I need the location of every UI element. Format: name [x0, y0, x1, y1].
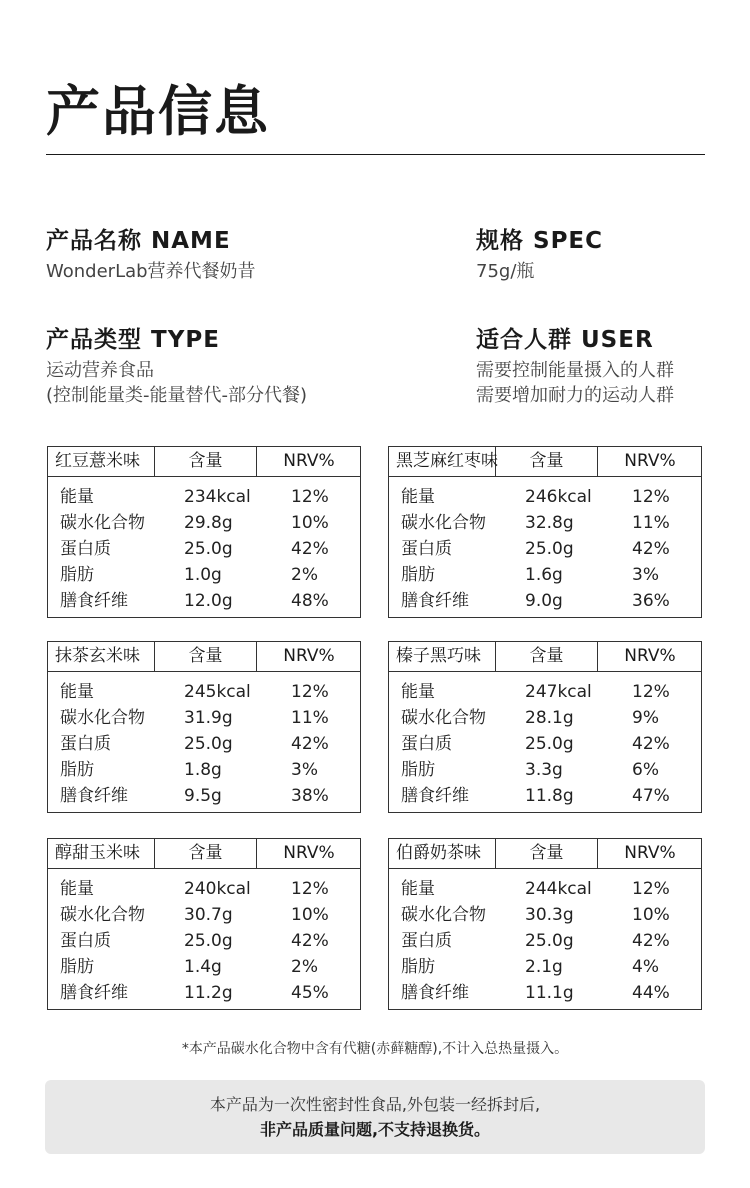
amount-header: 含量 — [496, 839, 598, 868]
nutrient-row — [389, 980, 701, 1006]
nutrient-name: 能量 — [401, 879, 435, 899]
nutrient-row — [48, 588, 360, 614]
nutrient-row — [389, 876, 701, 902]
nutrient-rows — [389, 679, 701, 809]
nutrient-amount: 246kcal — [525, 487, 592, 507]
nutrient-row — [48, 980, 360, 1006]
amount-header: 含量 — [155, 839, 257, 868]
panel-header — [48, 447, 360, 477]
nutrient-name: 脂肪 — [60, 565, 94, 585]
panel-header — [389, 642, 701, 672]
nutrient-amount: 9.5g — [184, 786, 222, 806]
nrv-header: NRV% — [283, 843, 335, 863]
nutrient-nrv: 42% — [632, 931, 670, 951]
page-title: 产品信息 — [46, 80, 270, 143]
flavor-name: 榛子黑巧味 — [389, 642, 496, 671]
nutrient-name: 碳水化合物 — [60, 513, 145, 533]
nutrient-nrv: 10% — [632, 905, 670, 925]
info-name — [46, 226, 256, 284]
nutrient-amount: 11.1g — [525, 983, 574, 1003]
nutrient-row — [48, 679, 360, 705]
nutrient-name: 膳食纤维 — [401, 591, 469, 611]
nutrient-name: 脂肪 — [60, 760, 94, 780]
nutrient-amount: 244kcal — [525, 879, 592, 899]
nutrition-panel — [47, 838, 361, 1010]
nutrient-name: 蛋白质 — [60, 734, 111, 754]
spec-value: 75g/瓶 — [476, 261, 535, 282]
nutrient-row — [389, 902, 701, 928]
nutrient-row — [389, 562, 701, 588]
nutrient-row — [48, 705, 360, 731]
nutrient-amount: 234kcal — [184, 487, 251, 507]
nutrient-amount: 28.1g — [525, 708, 574, 728]
nutrient-name: 脂肪 — [401, 565, 435, 585]
nutrient-nrv: 42% — [291, 539, 329, 559]
nutrient-nrv: 3% — [632, 565, 659, 585]
nutrient-nrv: 42% — [632, 734, 670, 754]
nutrient-name: 能量 — [60, 487, 94, 507]
nutrient-row — [48, 757, 360, 783]
flavor-name: 抹茶玄米味 — [48, 642, 155, 671]
nutrient-name: 碳水化合物 — [60, 905, 145, 925]
nutrient-name: 碳水化合物 — [401, 708, 486, 728]
nutrient-rows — [48, 679, 360, 809]
info-user — [476, 325, 674, 408]
nutrient-row — [389, 510, 701, 536]
footnote: *本产品碳水化合物中含有代糖(赤藓糖醇),不计入总热量摄入。 — [181, 1041, 569, 1057]
nutrient-amount: 25.0g — [184, 539, 233, 559]
nutrient-nrv: 42% — [632, 539, 670, 559]
nutrient-nrv: 11% — [632, 513, 670, 533]
nutrient-nrv: 36% — [632, 591, 670, 611]
nutrient-nrv: 11% — [291, 708, 329, 728]
nutrient-nrv: 12% — [291, 879, 329, 899]
nutrient-name: 膳食纤维 — [60, 786, 128, 806]
nutrient-name: 脂肪 — [401, 957, 435, 977]
nutrient-amount: 25.0g — [525, 734, 574, 754]
info-type — [46, 325, 307, 408]
nutrient-nrv: 9% — [632, 708, 659, 728]
panel-header — [48, 642, 360, 672]
nutrient-nrv: 3% — [291, 760, 318, 780]
flavor-name: 醇甜玉米味 — [48, 839, 155, 868]
panel-header — [48, 839, 360, 869]
nutrient-row — [48, 902, 360, 928]
nutrient-amount: 32.8g — [525, 513, 574, 533]
notice-line2: 非产品质量问题,不支持退换货。 — [259, 1120, 491, 1139]
nutrient-row — [48, 928, 360, 954]
nutrient-name: 脂肪 — [401, 760, 435, 780]
nutrient-nrv: 4% — [632, 957, 659, 977]
nutrient-nrv: 45% — [291, 983, 329, 1003]
nutrient-name: 蛋白质 — [60, 539, 111, 559]
nutrient-row — [389, 484, 701, 510]
nutrient-rows — [389, 876, 701, 1006]
nutrient-name: 碳水化合物 — [60, 708, 145, 728]
amount-header: 含量 — [155, 447, 257, 476]
nutrient-nrv: 48% — [291, 591, 329, 611]
nrv-header: NRV% — [624, 451, 676, 471]
nutrient-nrv: 10% — [291, 905, 329, 925]
nutrient-row — [48, 783, 360, 809]
nutrient-amount: 11.8g — [525, 786, 574, 806]
nutrient-name: 蛋白质 — [401, 931, 452, 951]
info-spec — [476, 226, 603, 284]
flavor-name: 伯爵奶茶味 — [389, 839, 496, 868]
nutrient-row — [48, 562, 360, 588]
nutrient-rows — [48, 876, 360, 1006]
nutrient-amount: 247kcal — [525, 682, 592, 702]
nutrient-amount: 29.8g — [184, 513, 233, 533]
nutrient-row — [48, 484, 360, 510]
nutrient-amount: 11.2g — [184, 983, 233, 1003]
nutrient-nrv: 47% — [632, 786, 670, 806]
nutrient-name: 碳水化合物 — [401, 513, 486, 533]
nutrition-panel — [388, 838, 702, 1010]
nutrient-amount: 12.0g — [184, 591, 233, 611]
nutrition-panel — [47, 446, 361, 618]
nutrient-rows — [48, 484, 360, 614]
nutrient-name: 蛋白质 — [401, 539, 452, 559]
nutrient-name: 膳食纤维 — [401, 983, 469, 1003]
nutrition-panel — [388, 641, 702, 813]
nutrient-nrv: 12% — [632, 487, 670, 507]
nutrient-row — [389, 731, 701, 757]
nutrient-row — [48, 510, 360, 536]
nutrient-nrv: 12% — [632, 879, 670, 899]
nutrient-row — [389, 757, 701, 783]
nutrient-row — [48, 954, 360, 980]
nutrient-row — [389, 536, 701, 562]
nutrient-row — [389, 954, 701, 980]
nutrient-amount: 9.0g — [525, 591, 563, 611]
amount-header: 含量 — [496, 642, 598, 671]
nutrient-amount: 1.4g — [184, 957, 222, 977]
nrv-header: NRV% — [283, 451, 335, 471]
nutrient-rows — [389, 484, 701, 614]
nutrient-row — [389, 679, 701, 705]
nrv-header: NRV% — [283, 646, 335, 666]
nutrient-nrv: 44% — [632, 983, 670, 1003]
nutrient-nrv: 12% — [291, 487, 329, 507]
nutrient-row — [48, 876, 360, 902]
flavor-name: 黑芝麻红枣味 — [389, 447, 496, 476]
nutrient-name: 能量 — [60, 879, 94, 899]
nutrient-nrv: 6% — [632, 760, 659, 780]
nutrient-nrv: 12% — [291, 682, 329, 702]
nutrient-amount: 25.0g — [525, 931, 574, 951]
nutrient-nrv: 42% — [291, 931, 329, 951]
nutrient-amount: 1.8g — [184, 760, 222, 780]
user-line2: 需要增加耐力的运动人群 — [476, 385, 674, 406]
type-line1: 运动营养食品 — [46, 360, 154, 381]
nutrient-amount: 25.0g — [184, 931, 233, 951]
flavor-name: 红豆薏米味 — [48, 447, 155, 476]
nutrient-amount: 30.3g — [525, 905, 574, 925]
nutrient-name: 脂肪 — [60, 957, 94, 977]
nutrient-amount: 31.9g — [184, 708, 233, 728]
nutrient-nrv: 12% — [632, 682, 670, 702]
nutrient-nrv: 10% — [291, 513, 329, 533]
nutrient-amount: 1.6g — [525, 565, 563, 585]
user-heading: 适合人群 USER — [476, 327, 654, 353]
nutrient-name: 膳食纤维 — [60, 983, 128, 1003]
amount-header: 含量 — [155, 642, 257, 671]
nutrient-name: 蛋白质 — [401, 734, 452, 754]
nutrient-name: 蛋白质 — [60, 931, 111, 951]
nutrient-amount: 1.0g — [184, 565, 222, 585]
nutrient-row — [389, 928, 701, 954]
nutrient-row — [389, 588, 701, 614]
nrv-header: NRV% — [624, 843, 676, 863]
nutrient-row — [48, 731, 360, 757]
type-line2: (控制能量类-能量替代-部分代餐) — [46, 385, 308, 406]
amount-header: 含量 — [496, 447, 598, 476]
nutrient-row — [389, 783, 701, 809]
name-heading: 产品名称 NAME — [46, 228, 231, 254]
nutrient-row — [48, 536, 360, 562]
nutrient-name: 能量 — [401, 487, 435, 507]
nutrient-row — [389, 705, 701, 731]
nutrient-name: 膳食纤维 — [401, 786, 469, 806]
nutrient-amount: 245kcal — [184, 682, 251, 702]
nutrient-amount: 2.1g — [525, 957, 563, 977]
return-policy-notice — [45, 1080, 705, 1154]
nutrient-nrv: 2% — [291, 565, 318, 585]
name-value: WonderLab营养代餐奶昔 — [46, 261, 256, 282]
nutrient-amount: 30.7g — [184, 905, 233, 925]
nrv-header: NRV% — [624, 646, 676, 666]
nutrient-amount: 3.3g — [525, 760, 563, 780]
nutrient-name: 能量 — [401, 682, 435, 702]
nutrient-amount: 25.0g — [525, 539, 574, 559]
panel-header — [389, 839, 701, 869]
nutrient-name: 能量 — [60, 682, 94, 702]
nutrition-panel — [388, 446, 702, 618]
nutrient-name: 碳水化合物 — [401, 905, 486, 925]
nutrition-panel — [47, 641, 361, 813]
nutrient-nrv: 2% — [291, 957, 318, 977]
user-line1: 需要控制能量摄入的人群 — [476, 360, 674, 381]
spec-heading: 规格 SPEC — [476, 228, 604, 254]
panel-header — [389, 447, 701, 477]
nutrient-amount: 240kcal — [184, 879, 251, 899]
type-heading: 产品类型 TYPE — [46, 327, 220, 353]
nutrient-name: 膳食纤维 — [60, 591, 128, 611]
nutrient-nrv: 42% — [291, 734, 329, 754]
notice-line1: 本产品为一次性密封性食品,外包装一经拆封后, — [209, 1095, 541, 1114]
nutrient-amount: 25.0g — [184, 734, 233, 754]
title-divider — [46, 154, 705, 155]
nutrient-nrv: 38% — [291, 786, 329, 806]
